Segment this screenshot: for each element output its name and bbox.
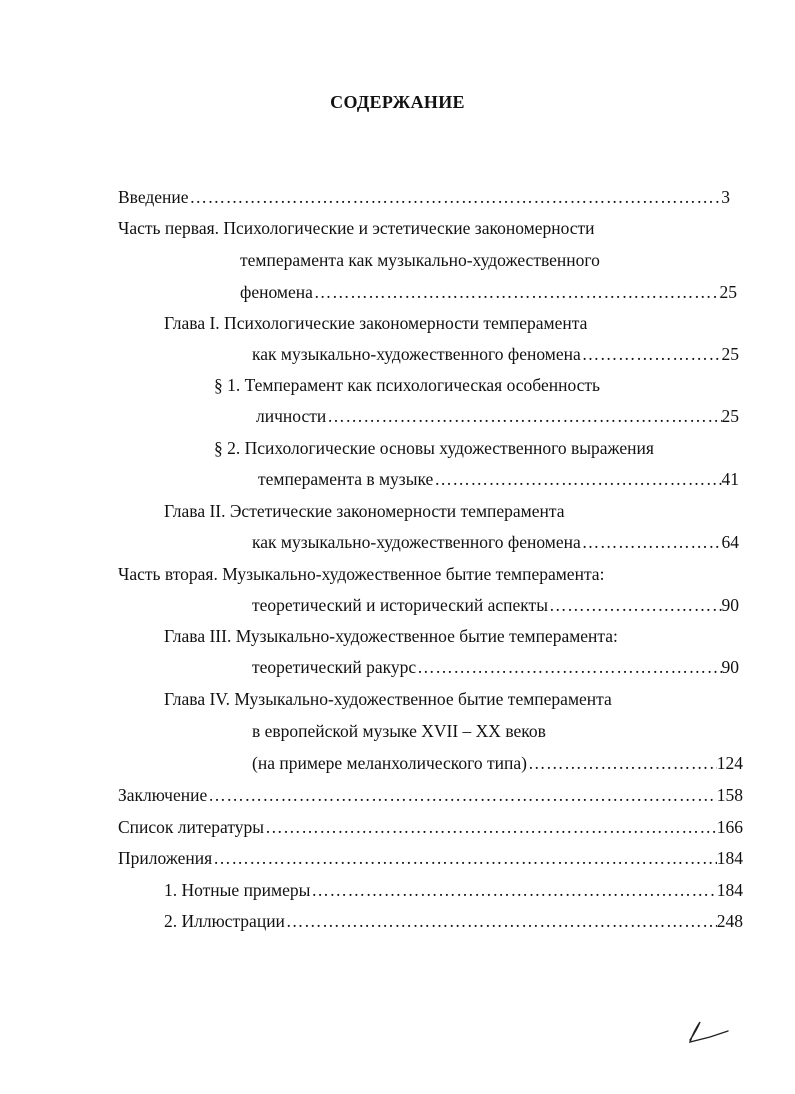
leader-dots xyxy=(549,594,722,616)
leader-dots xyxy=(213,847,717,869)
leader-dots xyxy=(311,879,716,901)
toc-entry-text: Заключение xyxy=(118,785,208,805)
toc-entry-ch4[interactable] xyxy=(252,752,743,774)
leader-dots xyxy=(286,910,717,932)
toc-entry-intro[interactable] xyxy=(118,186,730,208)
toc-entry-app2[interactable] xyxy=(164,910,743,932)
toc-entry-ch3[interactable] xyxy=(252,656,739,678)
leader-dots xyxy=(417,656,721,678)
toc-page-number: 64 xyxy=(721,532,739,552)
toc-entry-text: теоретический ракурс xyxy=(252,657,417,677)
toc-entry-text: Приложения xyxy=(118,848,213,868)
toc-ch4-line2: в европейской музыке XVII – XX веков xyxy=(252,721,546,741)
leader-dots xyxy=(528,752,717,774)
toc-entry-text: феномена xyxy=(240,282,313,302)
toc-part1-line1[interactable]: Часть первая. Психологические и эстетические закономерности xyxy=(118,218,595,238)
leader-dots xyxy=(582,531,722,553)
toc-part1-line2: темперамента как музыкально-художественного xyxy=(240,250,600,270)
leader-dots xyxy=(582,343,722,365)
toc-ch4-line1[interactable]: Глава IV. Музыкально-художественное бытие темперамента xyxy=(164,689,612,709)
toc-page-number: 41 xyxy=(721,469,739,489)
toc-page-number: 124 xyxy=(716,753,743,773)
toc-page-number: 90 xyxy=(721,595,739,615)
toc-entry-app1[interactable] xyxy=(164,879,743,901)
toc-entry-part2[interactable] xyxy=(252,594,739,616)
toc-page-number: 25 xyxy=(721,344,739,364)
toc-entry-s2[interactable] xyxy=(258,468,739,490)
toc-entry-appendices[interactable] xyxy=(118,847,743,869)
toc-entry-text: 1. Нотные примеры xyxy=(164,880,311,900)
leader-dots xyxy=(265,816,717,838)
toc-entry-conclusion[interactable] xyxy=(118,784,743,806)
toc-entry-text: 2. Иллюстрации xyxy=(164,911,285,931)
toc-entry-ch1[interactable] xyxy=(252,343,739,365)
toc-page-number: 90 xyxy=(721,657,739,677)
toc-entry-ch2[interactable] xyxy=(252,531,739,553)
leader-dots xyxy=(208,784,717,806)
toc-page-number: 158 xyxy=(716,785,743,805)
page-title: СОДЕРЖАНИЕ xyxy=(330,92,465,112)
toc-part2-line1[interactable]: Часть вторая. Музыкально-художественное бытие темперамента: xyxy=(118,564,605,584)
toc-entry-text: личности xyxy=(256,406,327,426)
toc-s2-line1[interactable]: § 2. Психологические основы художественного выражения xyxy=(214,438,654,458)
toc-entry-s1[interactable] xyxy=(256,405,739,427)
toc-page-number: 184 xyxy=(716,880,743,900)
toc-page-number: 3 xyxy=(721,187,730,207)
leader-dots xyxy=(314,281,720,303)
toc-entry-text: как музыкально-художественного феномена xyxy=(252,532,581,552)
handwritten-signature xyxy=(684,1018,730,1048)
toc-s1-line1[interactable]: § 1. Темперамент как психологическая особенность xyxy=(214,375,601,395)
toc-entry-text: Введение xyxy=(118,187,189,207)
leader-dots xyxy=(434,468,721,490)
toc-page-number: 25 xyxy=(719,282,737,302)
toc-ch3-line1[interactable]: Глава III. Музыкально-художественное бытие темперамента: xyxy=(164,626,618,646)
toc-page-number: 184 xyxy=(716,848,743,868)
toc-page-number: 248 xyxy=(716,911,743,931)
toc-entry-text: как музыкально-художественного феномена xyxy=(252,344,581,364)
toc-entry-text: темперамента в музыке xyxy=(258,469,434,489)
toc-ch2-line1[interactable]: Глава II. Эстетические закономерности темперамента xyxy=(164,501,565,521)
leader-dots xyxy=(190,186,722,208)
leader-dots xyxy=(327,405,721,427)
toc-entry-text: Список литературы xyxy=(118,817,265,837)
toc-entry-text: теоретический и исторический аспекты xyxy=(252,595,548,615)
toc-entry-part1[interactable] xyxy=(240,281,737,303)
toc-entry-text: (на примере меланхолического типа) xyxy=(252,753,527,773)
toc-entry-references[interactable] xyxy=(118,816,743,838)
toc-ch1-line1[interactable]: Глава I. Психологические закономерности темперамента xyxy=(164,313,588,333)
toc-page-number: 25 xyxy=(721,406,739,426)
toc-page-number: 166 xyxy=(716,817,743,837)
